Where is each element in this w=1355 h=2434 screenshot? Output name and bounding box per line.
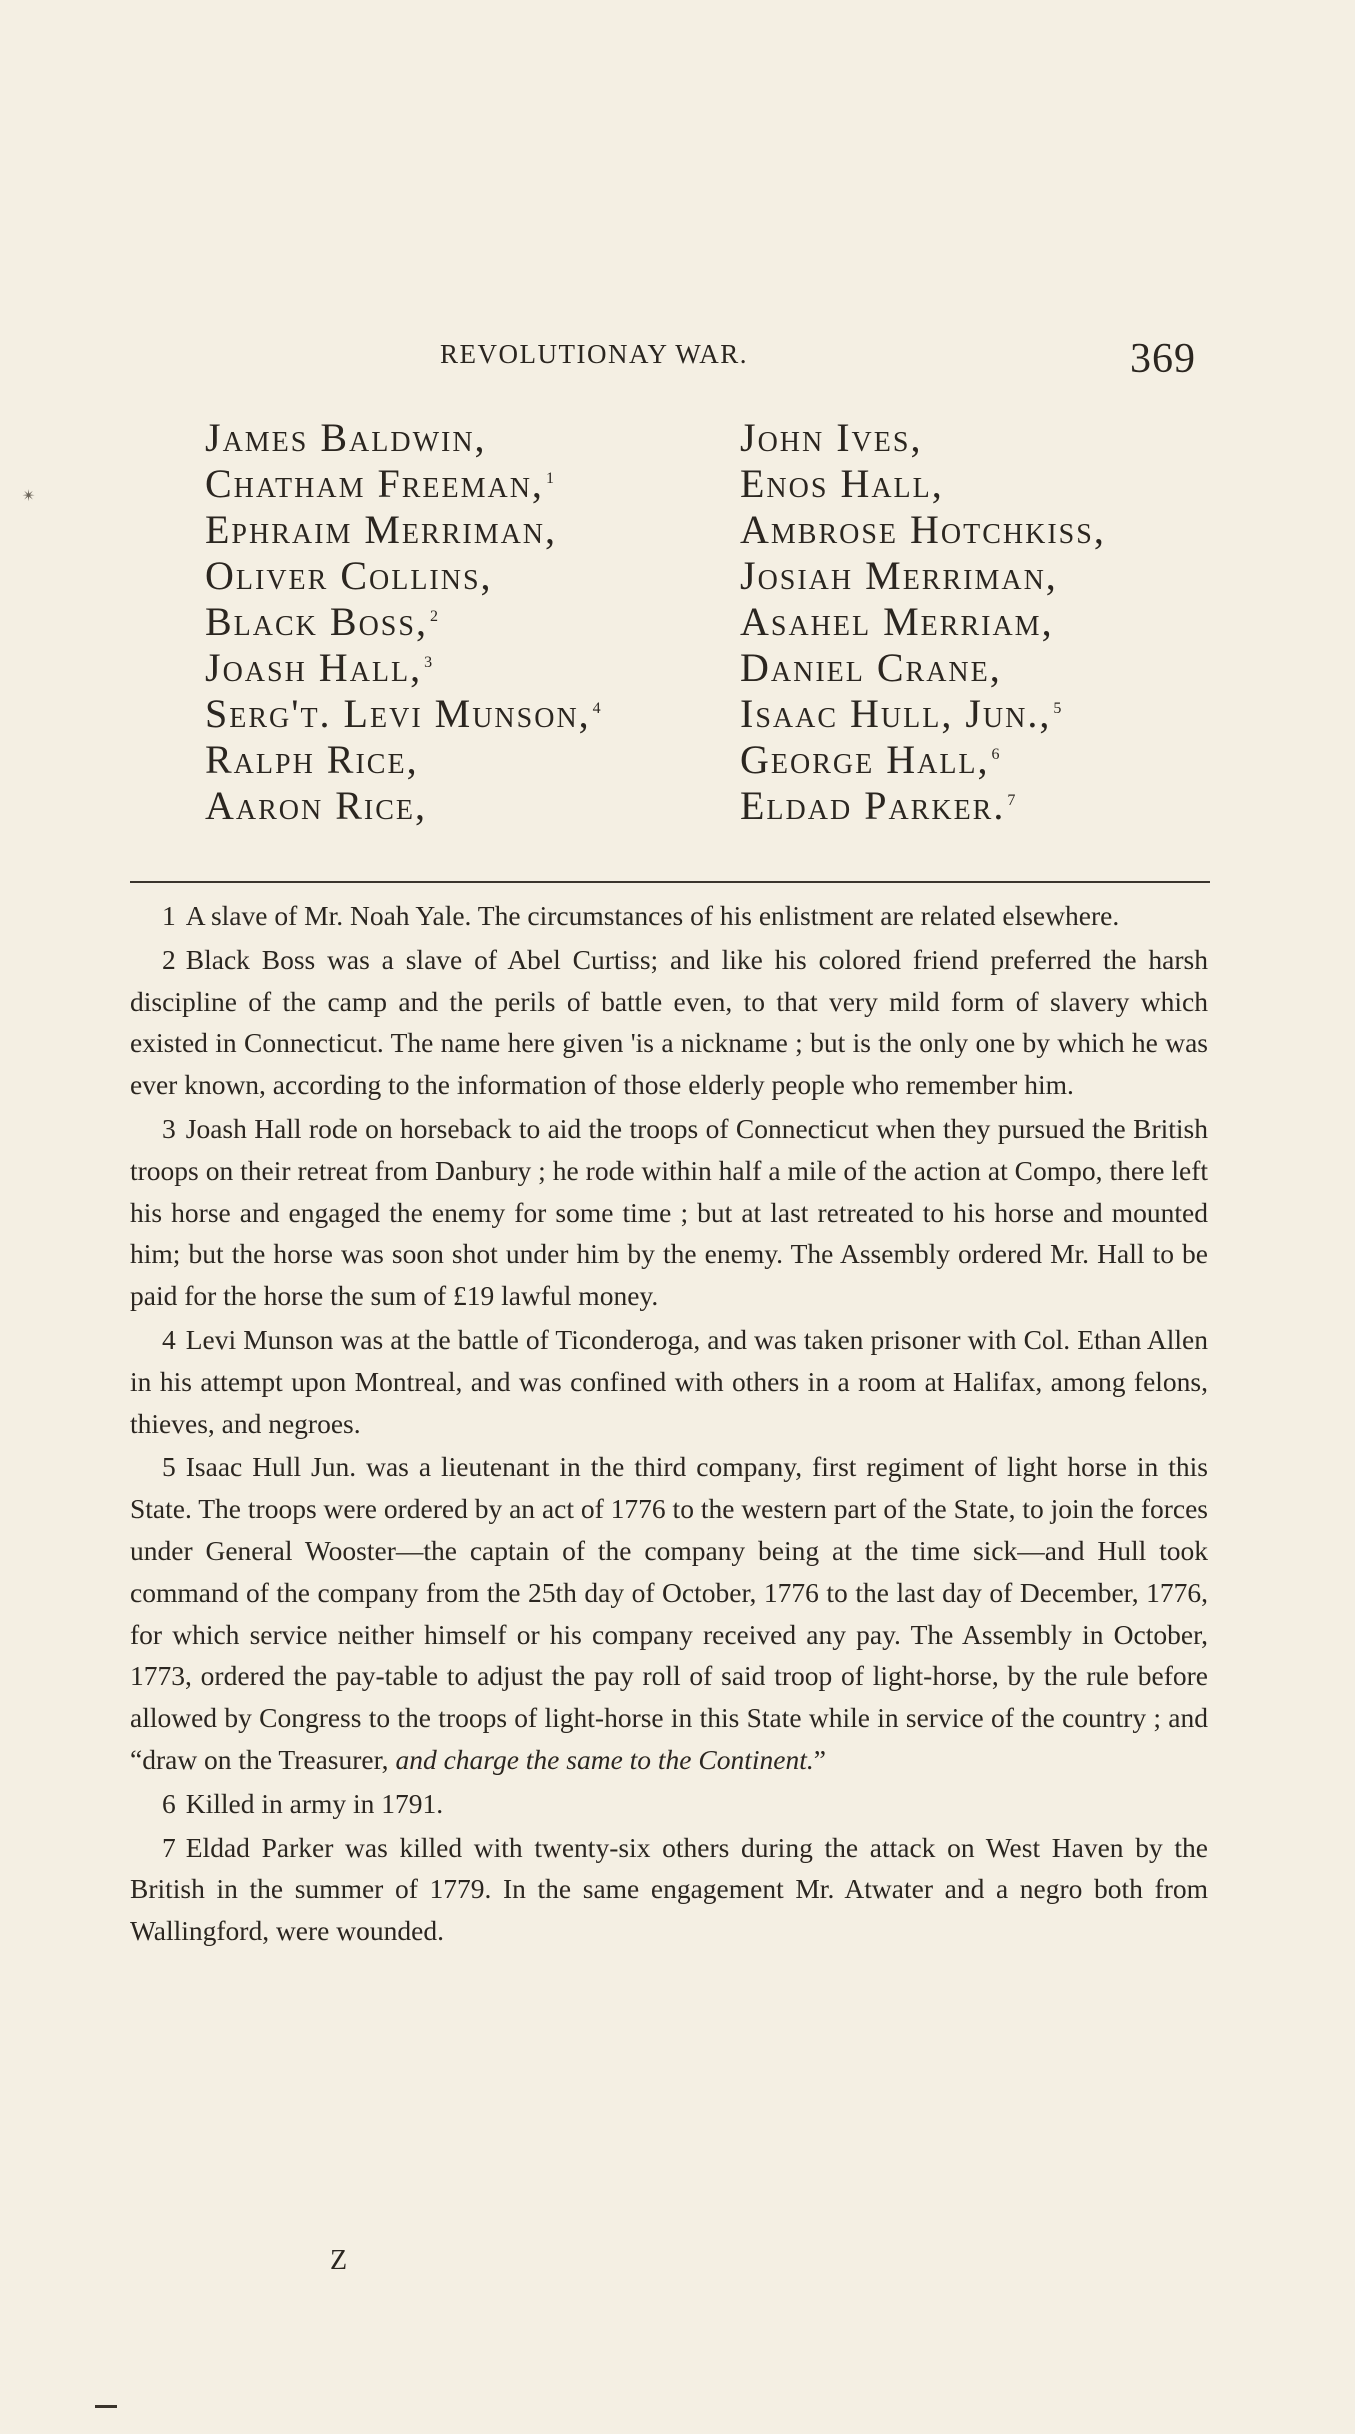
bottom-mark xyxy=(95,2405,117,2408)
name-entry: Ralph Rice, xyxy=(205,737,419,782)
name-entry: Isaac Hull, Jun., $^5$ xyxy=(740,691,1062,736)
name-entry: Oliver Collins, xyxy=(205,553,493,598)
name-entry: Enos Hall, xyxy=(740,461,944,506)
name-entry: Ambrose Hotchkiss, xyxy=(740,507,1106,552)
name-entry: James Baldwin, xyxy=(205,415,487,460)
name-entry: Asahel Merriam, xyxy=(740,599,1054,644)
name-entry: Serg't. Levi Munson, $^4$ xyxy=(205,691,601,736)
footnote: 2 Black Boss was a slave of Abel Curtiss; and like his colored friend preferred the harsh discipline of the camp and the perils of battle even, to that very mild form of slavery which existed in Connecticut. The name here given 'is a nickname ; but is the only one by which he was ever known, according to the information of those elderly people who remember him. xyxy=(130,943,1208,1101)
footnote: 1 A slave of Mr. Noah Yale. The circumstances of his enlistment are related elsewhere. xyxy=(162,900,1120,931)
name-entry: Black Boss, $^2$ xyxy=(205,599,438,644)
running-head xyxy=(0,335,1355,395)
names-column-right xyxy=(740,410,1108,828)
signature-mark: Z xyxy=(330,2245,348,2276)
footnote-emphasis: and charge the same to the Continent. xyxy=(395,1743,814,1775)
name-entry: Joash Hall, $^3$ xyxy=(205,645,433,690)
name-entry: George Hall, $^6$ xyxy=(740,737,1000,782)
name-entry: Daniel Crane, xyxy=(740,645,1002,690)
footnotes xyxy=(130,895,1208,1954)
footnote-rule xyxy=(130,881,1210,883)
footnote: 6 Killed in army in 1791. xyxy=(162,1787,444,1819)
footnote: 4 Levi Munson was at the battle of Ticonderoga, and was taken prisoner with Col. Ethan Allen in his attempt upon Montreal, and was confined with others in a room at Halifax, among felons, thieves, and negroes. xyxy=(130,1323,1208,1439)
name-entry: Chatham Freeman, $^1$ xyxy=(205,461,554,506)
name-entry: Aaron Rice, xyxy=(205,783,428,828)
footnote: 5 Isaac Hull Jun. was a lieutenant in the third company, first regiment of light horse in this State. The troops were ordered by an act of 1776 to the western part of the State, to join the forces under General Wooster—the captain of the company being at the time sick—and Hull took command of the company from the 25th day of October, 1776 to the last day of December, 1776, for which service neither himself or his company received any pay. The Assembly in October, 1773, ordered the pay-table to adjust the pay roll of said troop of light-horse, by the rule before allowed by Congress to the troops of light-horse in this State while in service of the country ; and “draw on the Treasurer, and charge the same to the Continent.” xyxy=(130,1451,1208,1775)
name-entry: John Ives, xyxy=(740,415,923,460)
footnote: 7 Eldad Parker was killed with twenty-six others during the attack on West Haven by the British in the summer of 1779. In the same engagement Mr. Atwater and a negro both from Wallingford, were wounded. xyxy=(130,1831,1208,1947)
page-number: 369 xyxy=(1130,336,1196,382)
footnote: 3 Joash Hall rode on horseback to aid the troops of Connecticut when they pursued the British troops on their retreat from Danbury ; he rode within half a mile of the action at Compo, there left his horse and engaged the enemy for some time ; but at last retreated to his horse and mounted him; but the horse was soon shot under him by the enemy. The Assembly ordered Mr. Hall to be paid for the horse the sum of £19 lawful money. xyxy=(130,1112,1208,1312)
name-entry: Eldad Parker. $^7$ xyxy=(740,783,1016,828)
name-entry: Ephraim Merriman, xyxy=(205,507,558,552)
running-title: REVOLUTIONAY WAR. xyxy=(440,339,748,369)
stray-mark: ✴ xyxy=(22,488,36,505)
name-entry: Josiah Merriman, xyxy=(740,553,1058,598)
names-column-left xyxy=(205,410,601,828)
